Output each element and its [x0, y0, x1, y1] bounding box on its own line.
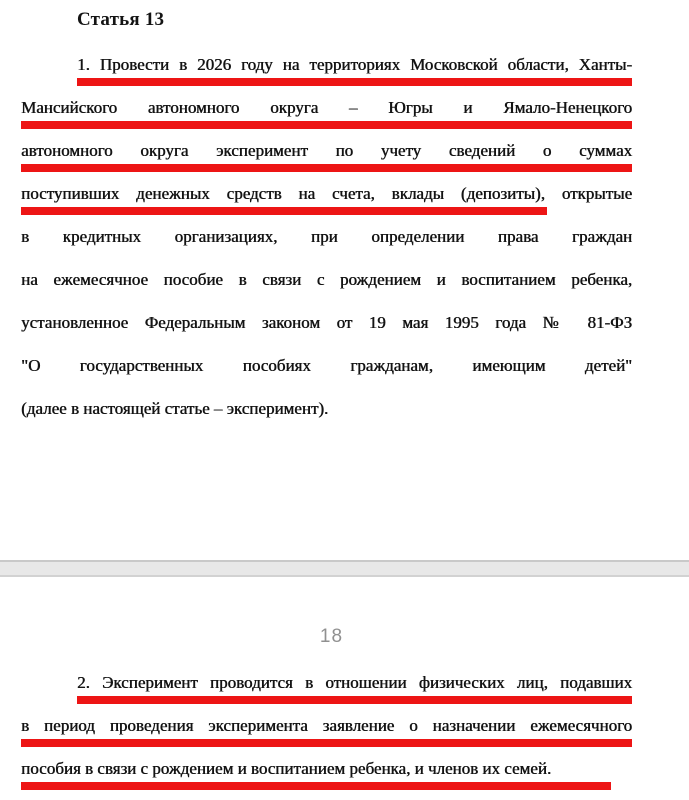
line-text: пособия в связи с рождением и воспитанием ребенка, и членов их семей. — [21, 759, 552, 778]
text-line — [21, 301, 632, 344]
text-line — [21, 215, 632, 258]
paragraph-2 — [21, 661, 632, 790]
line-text: в период проведения эксперимента заявление о назначении ежемесячного — [21, 716, 632, 735]
text-line — [21, 387, 632, 430]
line-text: (далее в настоящей статье – эксперимент). — [21, 399, 329, 418]
page-break-separator — [0, 560, 689, 577]
paragraph-1 — [21, 43, 632, 430]
line-text: 2. Эксперимент проводится в отношении физических лиц, подавших — [77, 673, 632, 692]
text-line — [21, 344, 632, 387]
line-text: установленное Федеральным законом от 19 мая 1995 года № 81-ФЗ — [21, 313, 632, 332]
article-heading: Статья 13 — [77, 9, 165, 30]
line-text: Мансийского автономного округа – Югры и Ямало-Ненецкого — [21, 98, 632, 117]
page-number: 18 — [319, 626, 344, 647]
line-text: автономного округа эксперимент по учету сведений о суммах — [21, 141, 632, 160]
text-line — [21, 43, 632, 86]
text-line — [21, 704, 632, 747]
line-text: в кредитных организациях, при определении права граждан — [21, 227, 632, 246]
line-text: на ежемесячное пособие в связи с рождением и воспитанием ребенка, — [21, 270, 632, 289]
text-line — [21, 172, 632, 215]
line-text: "О государственных пособиях гражданам, имеющим детей" — [21, 356, 632, 375]
line-text: поступивших денежных средств на счета, вклады (депозиты), открытые — [21, 184, 632, 203]
text-line — [21, 661, 632, 704]
text-line — [21, 747, 632, 790]
text-line — [21, 86, 632, 129]
line-text: 1. Провести в 2026 году на территориях Московской области, Ханты- — [77, 55, 632, 74]
text-line — [21, 129, 632, 172]
text-line — [21, 258, 632, 301]
